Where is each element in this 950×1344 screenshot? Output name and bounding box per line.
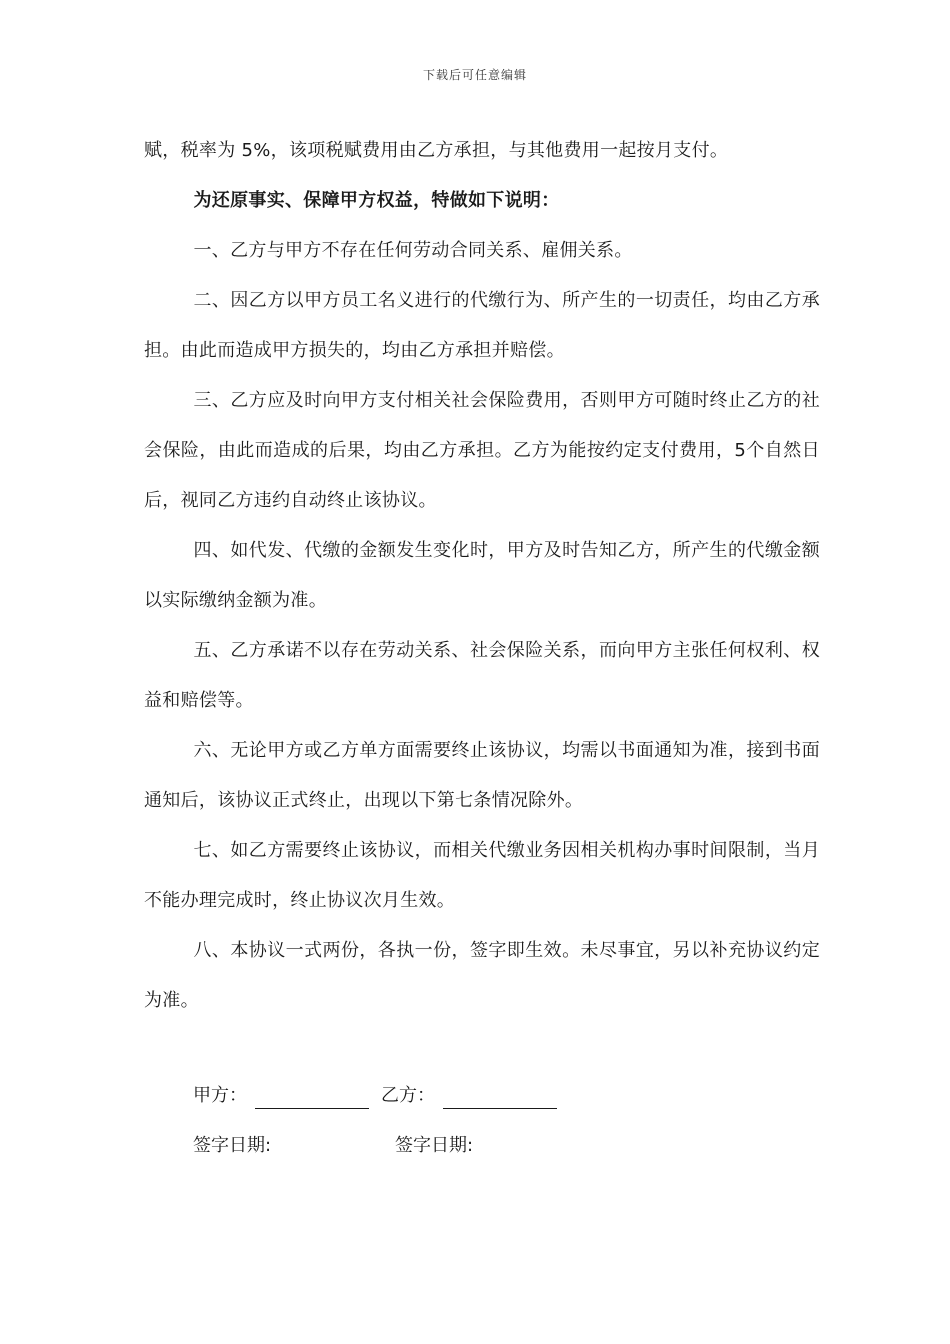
party-b-signature xyxy=(381,1071,557,1121)
signature-dates-row xyxy=(193,1121,557,1171)
clause-8: 八、本协议一式两份，各执一份，签字即生效。未尽事宜，另以补充协议约定为准。 xyxy=(144,940,820,1011)
party-a-date-label: 签字日期: xyxy=(193,1135,272,1156)
clause-5: 五、乙方承诺不以存在劳动关系、社会保险关系，而向甲方主张任何权利、权益和赔偿等。 xyxy=(144,640,820,711)
party-a-label: 甲方： xyxy=(193,1085,247,1106)
clause-7: 七、如乙方需要终止该协议，而相关代缴业务因相关机构办事时间限制，当月不能办理完成时，终止协议次月生效。 xyxy=(144,840,820,911)
party-b-signature-line xyxy=(443,1090,557,1109)
party-b-label: 乙方： xyxy=(381,1085,435,1106)
clause-2: 二、因乙方以甲方员工名义进行的代缴行为、所产生的一切责任，均由乙方承担。由此而造成甲方损失的，均由乙方承担并赔偿。 xyxy=(144,290,820,361)
party-b-date-label: 签字日期: xyxy=(395,1135,474,1156)
clause-4: 四、如代发、代缴的金额发生变化时，甲方及时告知乙方，所产生的代缴金额以实际缴纳金额为准。 xyxy=(144,540,820,611)
clause-6: 六、无论甲方或乙方单方面需要终止该协议，均需以书面通知为准，接到书面通知后，该协议正式终止，出现以下第七条情况除外。 xyxy=(144,740,820,811)
document-body xyxy=(144,126,820,1026)
clause-1: 一、乙方与甲方不存在任何劳动合同关系、雇佣关系。 xyxy=(193,240,633,261)
paragraph-tax-continuation: 赋，税率为 5%，该项税赋费用由乙方承担，与其他费用一起按月支付。 xyxy=(144,140,729,161)
party-a-signature-line xyxy=(255,1090,369,1109)
page-header-note: 下载后可任意编辑 xyxy=(422,68,527,82)
party-b-date xyxy=(395,1121,473,1171)
party-a-signature xyxy=(193,1071,381,1121)
paragraph-statement-heading: 为还原事实、保障甲方权益，特做如下说明： xyxy=(193,190,560,211)
clause-3: 三、乙方应及时向甲方支付相关社会保险费用，否则甲方可随时终止乙方的社会保险，由此而造成的后果，均由乙方承担。乙方为能按约定支付费用，5个自然日后，视同乙方违约自动终止该协议。 xyxy=(144,390,820,511)
signature-parties-row xyxy=(193,1071,557,1121)
party-a-date xyxy=(193,1121,395,1171)
signature-block xyxy=(193,1071,557,1171)
